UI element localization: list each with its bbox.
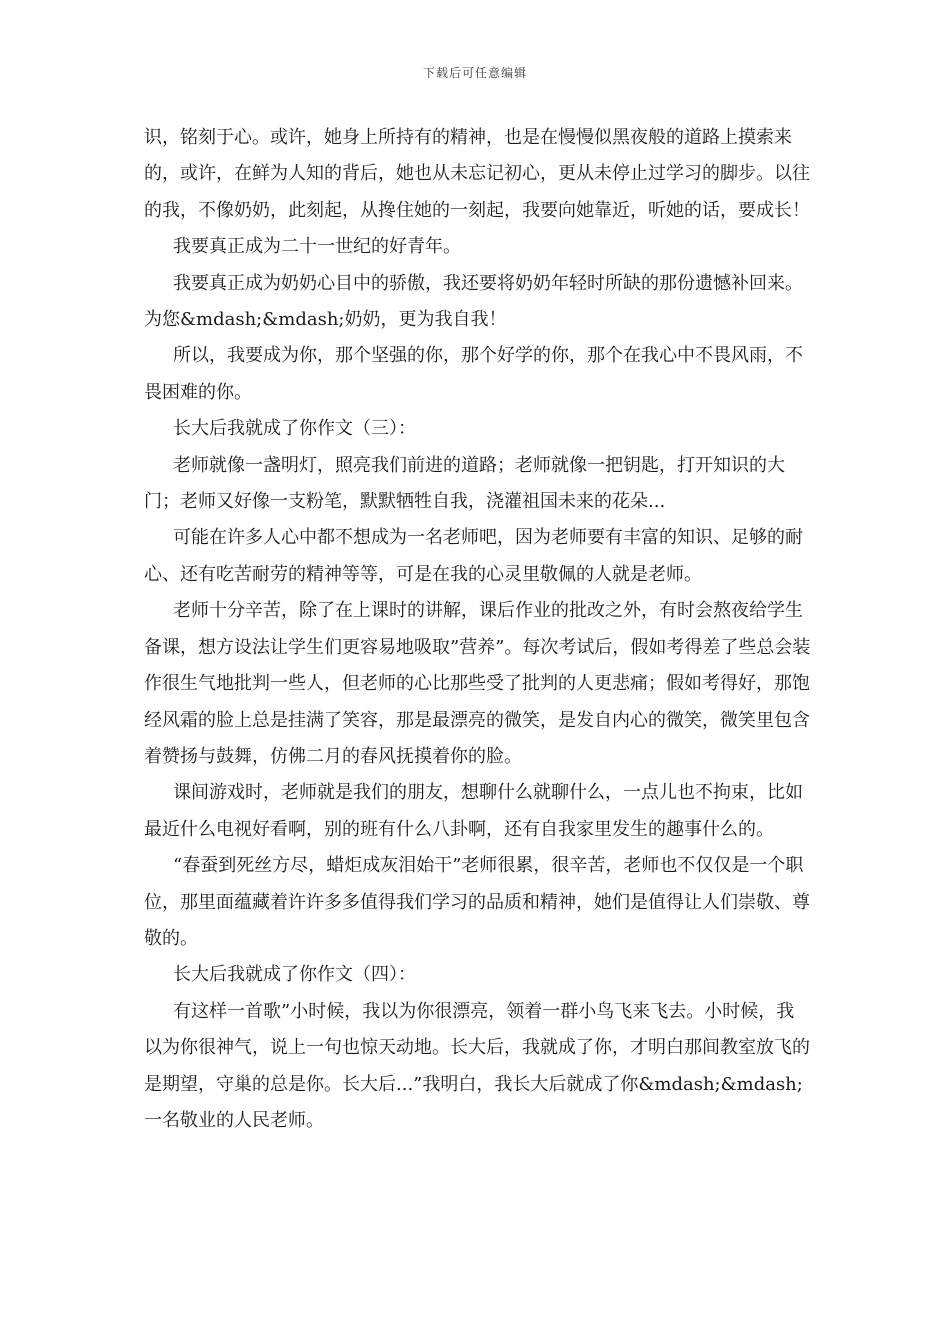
section-heading: 长大后我就成了你作文（三）： (173, 418, 416, 440)
document-body (144, 120, 812, 1139)
paragraph: 识，铭刻于心。或许，她身上所持有的精神，也是在慢慢似黑夜般的道路上摸索来的，或许，在鲜为人知的背后，她也从未忘记初心，更从未停止过学习的脚步。以往的我，不像奶奶，此刻起，从搀住她的一刻起，我要向她靠近，听她的话，要成长！ (144, 127, 810, 221)
section-heading: 长大后我就成了你作文（四）： (173, 964, 416, 986)
paragraph: 可能在许多人心中都不想成为一名老师吧，因为老师要有丰富的知识、足够的耐心、还有吃苦耐劳的精神等等，可是在我的心灵里敬佩的人就是老师。 (144, 527, 803, 585)
paragraph: 我要真正成为二十一世纪的好青年。 (173, 236, 461, 258)
paragraph: 有这样一首歌”小时候，我以为你很漂亮，领着一群小鸟飞来飞去。小时候，我以为你很神气，说上一句也惊天动地。长大后，我就成了你，才明白那间教室放飞的是期望，守巢的总是你。长大后...”我明白，我长大后就成了你&mdash;&mdash;一名敬业的人民老师。 (144, 1000, 810, 1131)
paragraph: 老师十分辛苦，除了在上课时的讲解，课后作业的批改之外，有时会熬夜给学生备课，想方设法让学生们更容易地吸取”营养”。每次考试后，假如考得差了些总会装作很生气地批判一些人，但老师的心比那些受了批判的人更悲痛；假如考得好，那饱经风霜的脸上总是挂满了笑容，那是最漂亮的微笑，是发自内心的微笑，微笑里包含着赞扬与鼓舞，仿佛二月的春风抚摸着你的脸。 (144, 600, 811, 767)
paragraph: 我要真正成为奶奶心目中的骄傲，我还要将奶奶年轻时所缺的那份遗憾补回来。为您&mdash;&mdash;奶奶，更为我自我！ (144, 272, 803, 331)
page-header: 下载后可任意编辑 (422, 66, 527, 80)
paragraph: 所以，我要成为你，那个坚强的你，那个好学的你，那个在我心中不畏风雨，不畏困难的你。 (144, 345, 803, 403)
paragraph: 老师就像一盏明灯，照亮我们前进的道路；老师就像一把钥匙，打开知识的大门；老师又好像一支粉笔，默默牺牲自我，浇灌祖国未来的花朵... (144, 454, 785, 513)
paragraph: 课间游戏时，老师就是我们的朋友，想聊什么就聊什么，一点儿也不拘束，比如最近什么电视好看啊，别的班有什么八卦啊，还有自我家里发生的趣事什么的。 (144, 782, 803, 840)
paragraph: “春蚕到死丝方尽，蜡炬成灰泪始干”老师很累，很辛苦，老师也不仅仅是一个职位，那里面蕴藏着许许多多值得我们学习的品质和精神，她们是值得让人们崇敬、尊敬的。 (144, 855, 810, 949)
